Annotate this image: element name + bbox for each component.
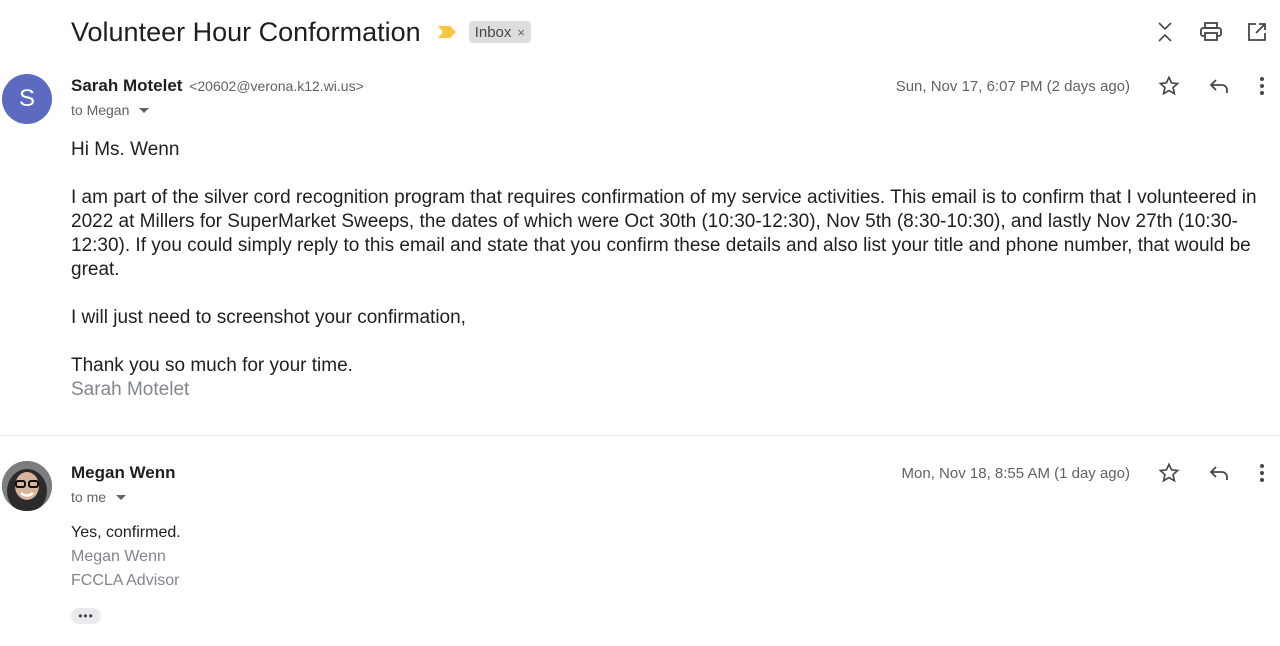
recipient-text: to me <box>71 489 107 505</box>
label-text: Inbox <box>474 23 512 41</box>
signature-title: FCCLA Advisor <box>71 572 180 589</box>
sender-line <box>71 76 364 96</box>
recipient-text: to Megan <box>71 102 130 118</box>
show-trimmed-content-button[interactable]: ••• <box>71 608 101 624</box>
print-icon[interactable] <box>1188 18 1234 46</box>
reply-icon[interactable] <box>1194 72 1244 100</box>
message-meta <box>896 72 1280 100</box>
closing: Thank you so much for your time. <box>71 355 353 376</box>
message-date: Mon, Nov 18, 8:55 AM (1 day ago) <box>901 464 1130 482</box>
signature: Sarah Motelet <box>71 379 190 400</box>
body-paragraph: I will just need to screenshot your confirmation, <box>71 307 466 328</box>
message-date: Sun, Nov 17, 6:07 PM (2 days ago) <box>895 77 1130 95</box>
sender-name[interactable]: Megan Wenn <box>71 463 176 482</box>
open-new-window-icon[interactable] <box>1234 18 1280 46</box>
star-icon[interactable] <box>1144 72 1194 100</box>
message-body <box>71 138 1271 426</box>
remove-label-icon[interactable]: × <box>517 24 525 40</box>
sender-name[interactable]: Sarah Motelet <box>71 76 183 95</box>
avatar[interactable]: S <box>2 74 52 124</box>
thread-toolbar <box>1142 18 1280 46</box>
signature-name: Megan Wenn <box>71 548 166 565</box>
more-options-icon[interactable] <box>1244 459 1280 487</box>
star-icon[interactable] <box>1144 459 1194 487</box>
more-options-icon[interactable] <box>1244 72 1280 100</box>
sender-email: <20602@verona.k12.wi.us> <box>189 78 364 94</box>
recipient-details[interactable] <box>71 102 149 118</box>
message-divider <box>0 435 1280 436</box>
recipient-details[interactable] <box>71 489 126 505</box>
thread-header <box>71 12 531 52</box>
email-subject: Volunteer Hour Conformation <box>71 16 421 47</box>
message-meta <box>902 459 1280 487</box>
body-paragraph: I am part of the silver cord recognition program that requires confirmation of my service activities. This email is to confirm that I volunteered in 2022 at Millers for SuperMarket Sweeps, the dates of which were Oct 30th (10:30-12:30), Nov 5th (8:30-10:30), and lastly Nov 27th (10:30-12:30). If you could simply reply to this email and state that you confirm these details and also list your title and phone number, that would be great. <box>71 187 1257 280</box>
reply-icon[interactable] <box>1194 459 1244 487</box>
greeting: Hi Ms. Wenn <box>71 139 180 160</box>
chevron-down-icon[interactable] <box>116 495 126 500</box>
avatar[interactable] <box>2 461 52 511</box>
importance-marker-icon[interactable] <box>437 25 457 39</box>
message-body <box>71 521 181 593</box>
expand-collapse-icon[interactable] <box>1142 18 1188 46</box>
reply-text: Yes, confirmed. <box>71 524 181 541</box>
chevron-down-icon[interactable] <box>139 108 149 113</box>
sender-line <box>71 463 176 483</box>
inbox-label-chip[interactable] <box>469 21 531 43</box>
